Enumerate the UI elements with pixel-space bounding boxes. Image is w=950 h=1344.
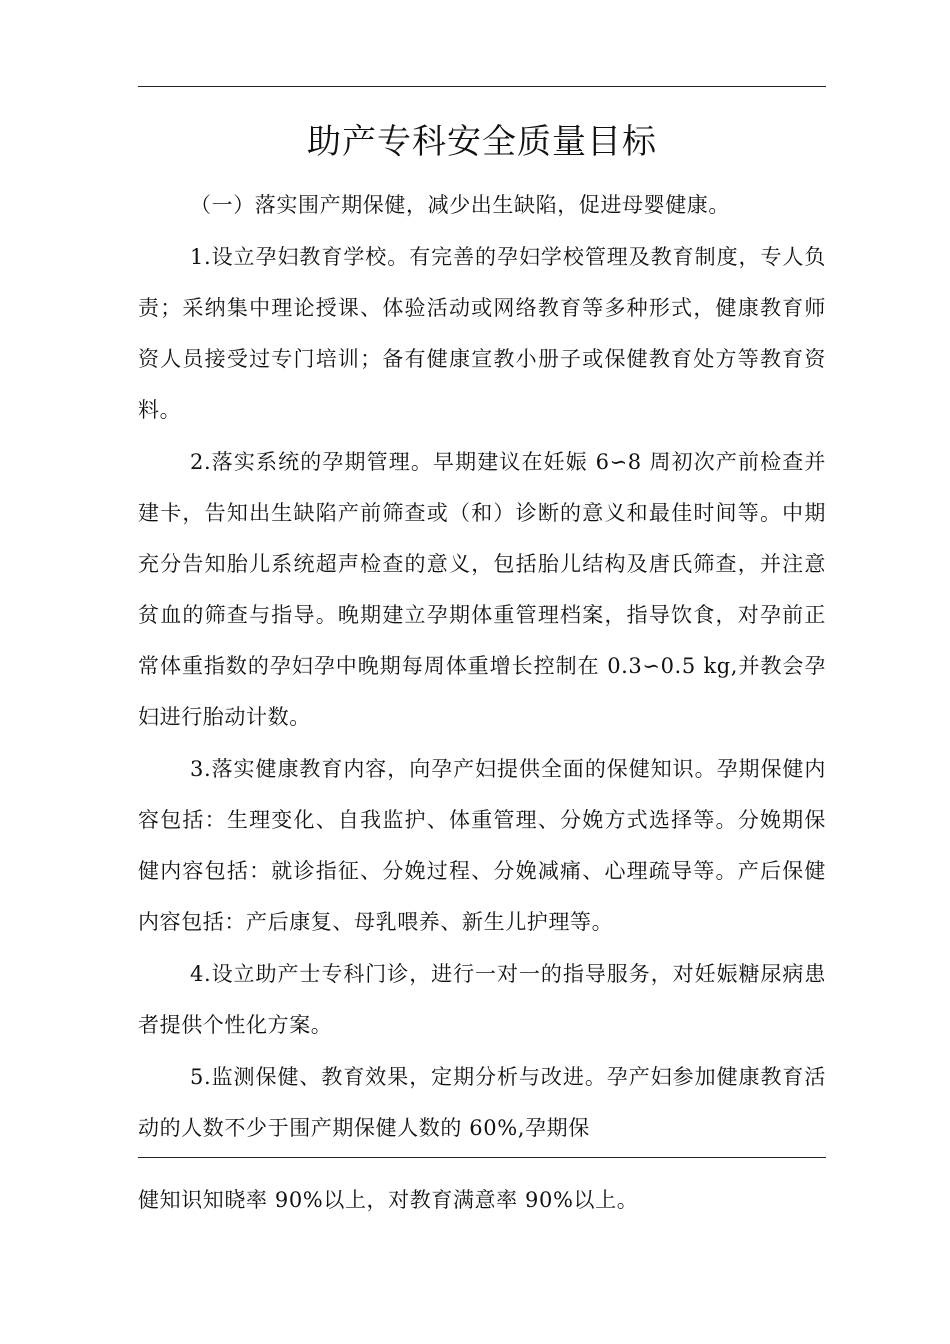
continuation-text: 健知识知晓率 90%以上，对教育满意率 90%以上。 — [138, 1188, 639, 1212]
paragraph-2: 2.落实系统的孕期管理。早期建议在妊娠 6∽8 周初次产前检查并建卡，告知出生缺陷产前筛查或（和）诊断的意义和最佳时间等。中期充分告知胎儿系统超声检查的意义，包括胎儿结构及唐氏筛查，并注意贫血的筛查与指导。晚期建立孕期体重管理档案，指导饮食，对孕前正常体重指数的孕妇孕中晚期每周体重增长控制在 0.3∽0.5 kg,并教会孕妇进行胎动计数。 — [138, 450, 826, 729]
paragraph-3: 3.落实健康教育内容，向孕产妇提供全面的保健知识。孕期保健内容包括：生理变化、自我监护、体重管理、分娩方式选择等。分娩期保健内容包括：就诊指征、分娩过程、分娩减痛、心理疏导等。产后保健内容包括：产后康复、母乳喂养、新生儿护理等。 — [138, 757, 826, 934]
paragraph-5: 5.监测保健、教育效果，定期分析与改进。孕产妇参加健康教育活动的人数不少于围产期保健人数的 60%,孕期保 — [138, 1065, 826, 1140]
paragraph-1: 1.设立孕妇教育学校。有完善的孕妇学校管理及教育制度，专人负责；采纳集中理论授课、体验活动或网络教育等多种形式，健康教育师资人员接受过专门培训；备有健康宣教小册子或保健教育处方等教育资料。 — [138, 245, 826, 422]
document-body — [138, 181, 826, 1154]
page-title: 助产专科安全质量目标 — [307, 122, 657, 162]
page-break-divider — [138, 1157, 826, 1158]
top-divider — [138, 86, 826, 87]
section-heading: （一）落实围产期保健，减少出生缺陷，促进母婴健康。 — [190, 193, 730, 217]
paragraph-4: 4.设立助产士专科门诊，进行一对一的指导服务，对妊娠糖尿病患者提供个性化方案。 — [138, 962, 826, 1037]
